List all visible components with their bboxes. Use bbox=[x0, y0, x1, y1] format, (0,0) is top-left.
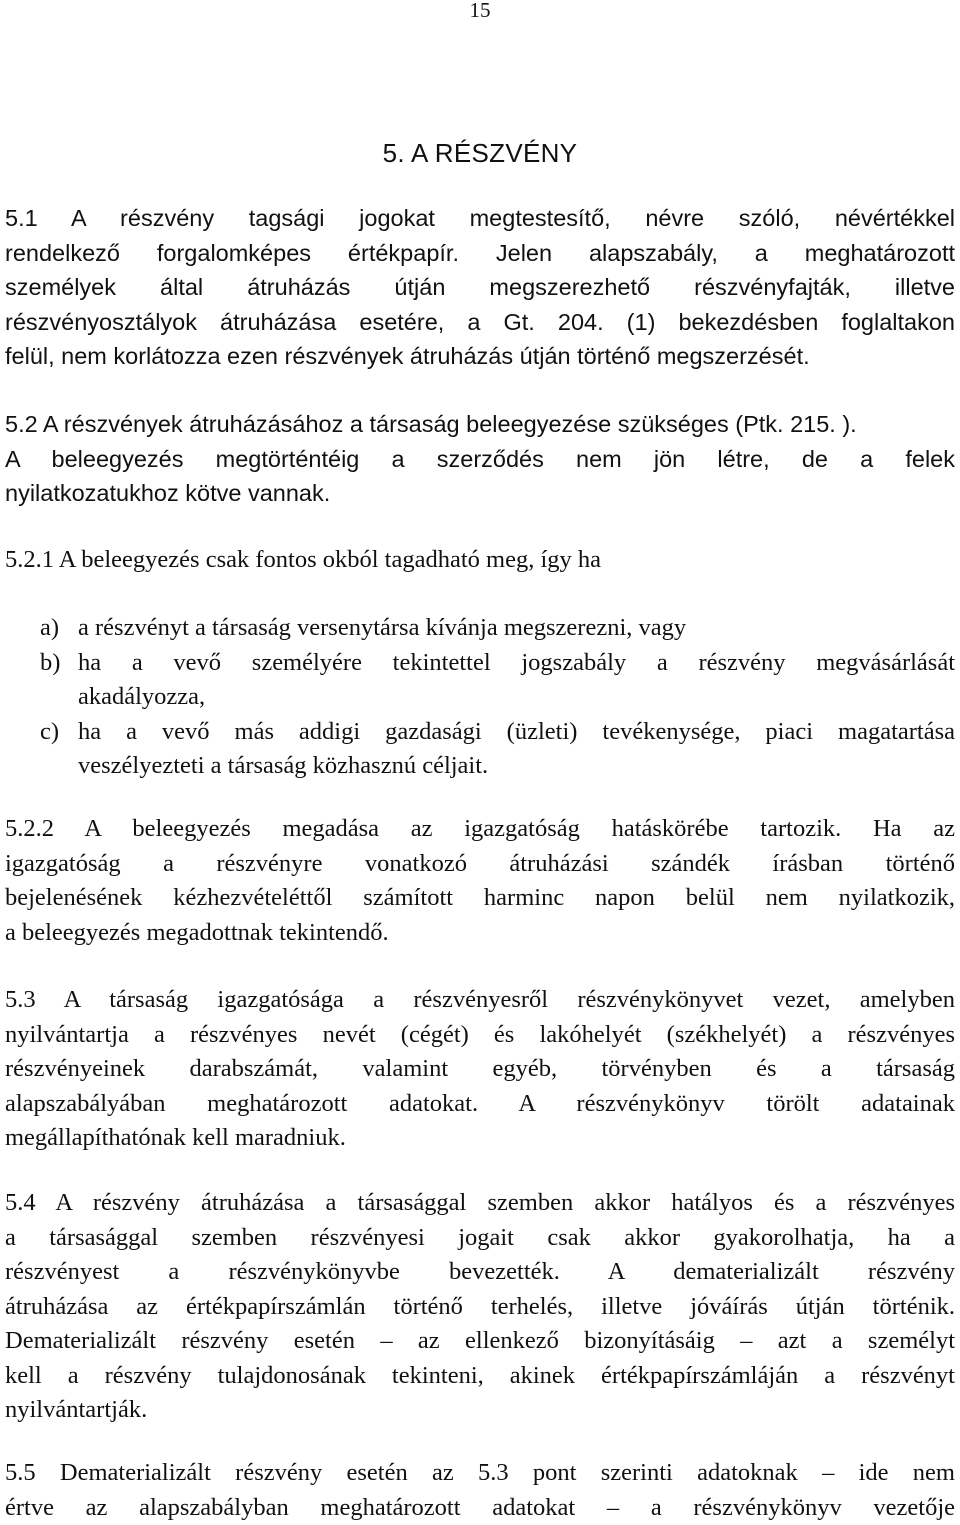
list-item-text: a részvényt a társaság versenytársa kívánja megszerezni, vagy bbox=[78, 614, 687, 641]
section-5-1-line: részvényosztályok átruházása esetére, a Gt. 204. (1) bekezdésben foglaltakon bbox=[5, 308, 955, 335]
section-5-4 bbox=[5, 1186, 955, 1428]
section-5-4-line: Dematerializált részvény esetén – az ellenkező bizonyításáig – azt a személyt bbox=[5, 1327, 955, 1354]
list-item-b bbox=[40, 646, 955, 715]
section-5-2-2-line: igazgatóság a részvényre vonatkozó átruházási szándék írásban történő bbox=[5, 849, 955, 877]
list-marker: b) bbox=[40, 648, 61, 676]
chapter-title: 5. A RÉSZVÉNY bbox=[382, 138, 578, 168]
section-5-3-line: részvényeinek darabszámát, valamint egyéb, törvényben és a társaság bbox=[5, 1055, 955, 1082]
section-5-3-line: 5.3 A társaság igazgatósága a részvényesről részvénykönyvet vezet, amelyben bbox=[5, 986, 955, 1013]
section-5-2-1-intro: 5.2.1 A beleegyezés csak fontos okból tagadható meg, így ha bbox=[5, 546, 602, 573]
section-5-4-line: 5.4 A részvény átruházása a társasággal szemben akkor hatályos és a részvényes bbox=[5, 1189, 955, 1216]
section-5-2-2-line: a beleegyezés megadottnak tekintendő. bbox=[5, 918, 389, 946]
section-5-3-line: nyilvántartja a részvényes nevét (cégét) és lakóhelyét (székhelyét) a részvényes bbox=[5, 1020, 955, 1048]
section-5-2-2-line: 5.2.2 A beleegyezés megadása az igazgatóság hatáskörébe tartozik. Ha az bbox=[5, 815, 955, 842]
section-5-2 bbox=[5, 407, 955, 511]
list-item-text: akadályozza, bbox=[78, 683, 206, 710]
section-5-5-line: értve az alapszabályban meghatározott adatokat – a részvénykönyv vezetője bbox=[5, 1493, 955, 1521]
section-5-2-1-list bbox=[40, 611, 955, 784]
section-5-3-line: megállapíthatónak kell maradniuk. bbox=[5, 1124, 346, 1151]
section-5-4-line: a társasággal szemben részvényesi jogait csak akkor gyakorolhatja, ha a bbox=[5, 1223, 955, 1251]
section-5-1-line: felül, nem korlátozza ezen részvények átruházás útján történő megszerzését. bbox=[5, 343, 810, 369]
page-number: 15 bbox=[469, 0, 491, 22]
section-5-4-line: átruházása az értékpapírszámlán történő terhelés, illetve jóváírás útján történik. bbox=[5, 1292, 955, 1320]
list-item-text: veszélyezteti a társaság közhasznú céljait. bbox=[78, 752, 489, 779]
section-5-1-line: 5.1 A részvény tagsági jogokat megtestesítő, névre szóló, névértékkel bbox=[5, 205, 955, 231]
section-5-2-line: nyilatkozatukhoz kötve vannak. bbox=[5, 480, 331, 506]
section-5-5-line: 5.5 Dematerializált részvény esetén az 5.3 pont szerinti adatoknak – ide nem bbox=[5, 1459, 955, 1486]
section-5-3 bbox=[5, 983, 955, 1156]
section-5-1 bbox=[5, 201, 955, 374]
section-5-4-line: kell a részvény tulajdonosának tekinteni, akinek értékpapírszámláján a részvényt bbox=[5, 1361, 955, 1389]
list-item-text: ha a vevő személyére tekintettel jogszabály a részvény megvásárlását bbox=[78, 648, 955, 676]
section-5-2-2 bbox=[5, 812, 955, 950]
list-marker: a) bbox=[40, 614, 60, 641]
list-item-text: ha a vevő más addigi gazdasági (üzleti) tevékenysége, piaci magatartása bbox=[78, 717, 955, 745]
list-item-a bbox=[40, 611, 955, 646]
section-5-1-line: személyek által átruházás útján megszerezhető részvényfajták, illetve bbox=[5, 274, 955, 300]
section-5-4-line: nyilvántartják. bbox=[5, 1396, 148, 1423]
section-5-4-line: részvényest a részvénykönyvbe bevezették. A dematerializált részvény bbox=[5, 1258, 955, 1285]
list-marker: c) bbox=[40, 717, 60, 745]
section-5-5 bbox=[5, 1456, 955, 1525]
section-5-2-line: A beleegyezés megtörténtéig a szerződés nem jön létre, de a felek bbox=[5, 445, 955, 472]
list-item-c bbox=[40, 715, 955, 784]
section-5-3-line: alapszabályában meghatározott adatokat. A részvénykönyv törölt adatainak bbox=[5, 1089, 955, 1117]
section-5-2-line: 5.2 A részvények átruházásához a társaság beleegyezése szükséges (Ptk. 215. ). bbox=[5, 411, 857, 437]
section-5-2-2-line: bejelenésének kézhezvételéttől számított harminc napon belül nem nyilatkozik, bbox=[5, 884, 955, 911]
section-5-1-line: rendelkező forgalomképes értékpapír. Jelen alapszabály, a meghatározott bbox=[5, 239, 955, 266]
